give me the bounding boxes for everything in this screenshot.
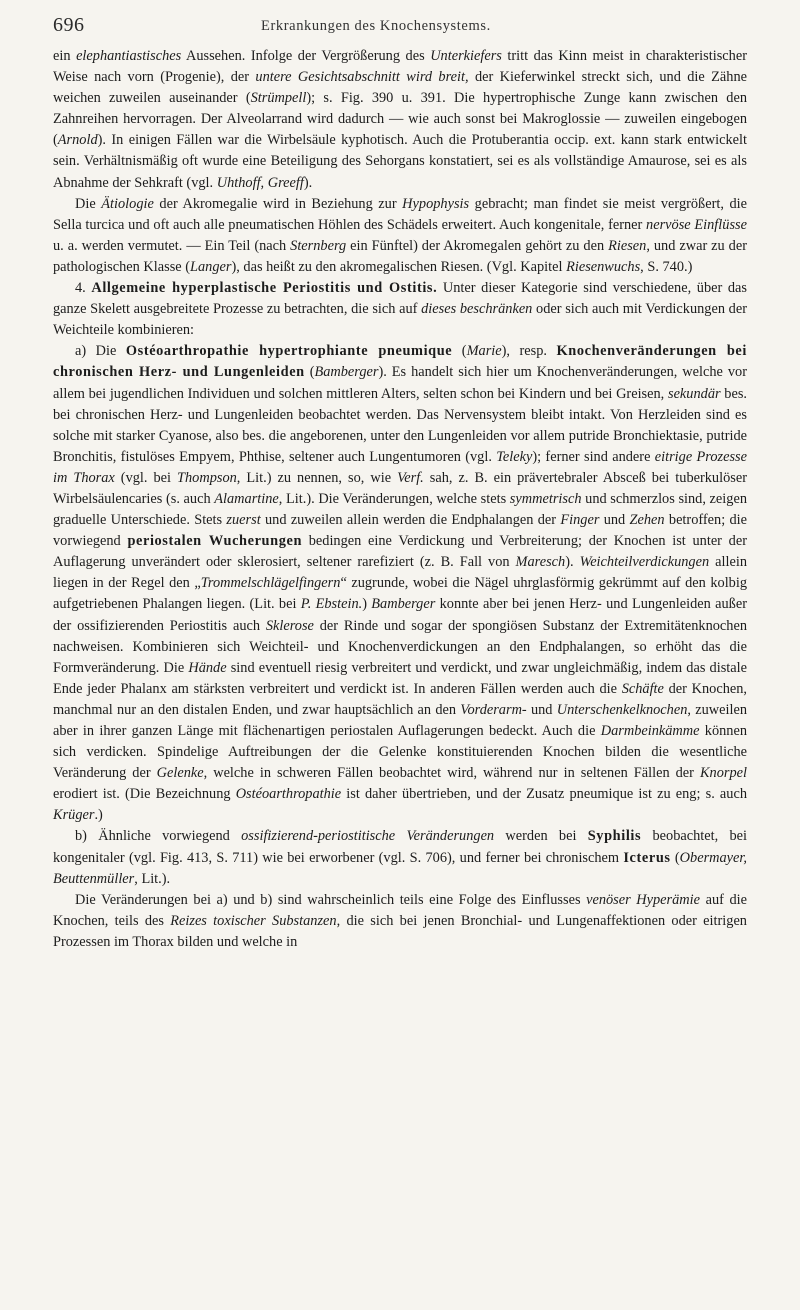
italic-term: Zehen bbox=[629, 512, 665, 529]
italic-term: Arnold bbox=[57, 132, 98, 149]
text-run: ein Fünftel) der Akromegalen gehört zu den bbox=[346, 237, 609, 254]
text-run: .) bbox=[94, 807, 103, 824]
italic-term: Marie bbox=[466, 343, 502, 360]
italic-term: Sklerose bbox=[265, 617, 314, 634]
italic-term: Vorderarm- bbox=[460, 701, 527, 718]
italic-term: sekundär bbox=[667, 385, 721, 402]
text-run: a) Die bbox=[75, 343, 126, 360]
text-run: ). bbox=[565, 554, 580, 571]
paragraph-aetiologie bbox=[53, 194, 747, 278]
text-run: Unter dieser Kategorie sind verschiedene, über das ganze Skelett ausgebreitete Prozesse zu betrachten, die sich auf bbox=[53, 280, 747, 318]
text-run: , S. 740.) bbox=[640, 258, 693, 275]
text-run: ); s. Fig. 390 u. 391. Die hypertrophische Zunge kann zwischen den Zahnreihen hervorragen. Der Alveolarrand wird dadurch — wie auch sonst bei Makroglossie — zuweilen eingebogen ( bbox=[53, 90, 747, 149]
italic-term: Hypophysis bbox=[402, 195, 470, 212]
text-run: ), resp. bbox=[501, 343, 557, 360]
text-run: der Akromegalie wird in Beziehung zur bbox=[153, 195, 403, 212]
italic-term: zuerst bbox=[226, 512, 261, 529]
italic-term: ossifizierend-periostitische Veränderungen bbox=[241, 828, 495, 845]
text-run: ). In einigen Fällen war die Wirbelsäule kyphotisch. Auch die Protuberantia occip. ext. kann stark entwickelt sein. Verhältnismäßig oft wurde eine Beteiligung des Sehorgans konstatiert, sei es als vollständige Amaurose, sei es als Abnahme der Sehkraft (vgl. bbox=[53, 132, 747, 191]
italic-term: venöser Hyperämie bbox=[586, 891, 701, 908]
text-run: “ zugrunde, wobei die Nägel uhrglasförmig gekrümmt auf den kolbig aufgetriebenen Phalangen liegen. (Lit. bei bbox=[53, 575, 748, 613]
bold-term: Icterus bbox=[623, 849, 671, 866]
italic-term: Hände bbox=[188, 659, 227, 676]
text-run: bedingen eine Verdickung und Verbreiterung; der Knochen ist unter der Auflagerung unverändert oder sklerosiert, seltener rarefiziert (z. B. Fall von bbox=[53, 533, 747, 571]
italic-term: elephantiastisches bbox=[76, 48, 182, 64]
text-run: der Kieferwinkel streckt sich, und die Zähne weichen zuweilen auseinander ( bbox=[53, 69, 747, 107]
italic-term: Teleky bbox=[496, 448, 533, 465]
italic-term: Unterschenkelknochen bbox=[556, 701, 688, 718]
text-run: können sich verdicken. Spindelige Auftreibungen der die Gelenke konstituierenden Knochen bilden die wesentliche Veränderung der bbox=[53, 723, 747, 782]
bold-term: periostalen Wucherungen bbox=[127, 533, 303, 550]
text-run: Die Veränderungen bei a) und b) sind wahrscheinlich teils eine Folge des Einflusses bbox=[75, 891, 587, 908]
page-header bbox=[53, 14, 747, 44]
italic-term: Trommelschlägelfingern bbox=[200, 575, 341, 592]
text-run: tritt das Kinn meist in charakteristischer Weise nach vorn (Progenie), der bbox=[53, 48, 747, 86]
italic-term: symmetrisch bbox=[509, 490, 582, 507]
text-run: oder sich auch mit Verdickungen der Weichteile kombinieren: bbox=[53, 301, 747, 339]
text-run: und bbox=[526, 701, 557, 718]
italic-term: Unterkiefers bbox=[430, 48, 502, 64]
italic-term: Bamberger bbox=[314, 364, 379, 381]
text-run: , zuweilen aber in ihrer ganzen Länge mit flächenartigen periostalen Auflagerungen bedeckt. Auch die bbox=[53, 701, 747, 739]
italic-term: Strümpell bbox=[250, 90, 307, 107]
italic-term: P. Ebstein. bbox=[300, 596, 363, 613]
text-run: allein liegen in der Regel den „ bbox=[53, 554, 747, 592]
italic-term: Ätiologie bbox=[101, 195, 154, 212]
text-run: betroffen; die vorwiegend bbox=[53, 512, 748, 550]
italic-term: Bamberger bbox=[371, 596, 436, 613]
running-title: Erkrankungen des Knochensystems. bbox=[261, 18, 491, 34]
text-run: ist daher übertrieben, und der Zusatz pneumique ist zu eng; s. auch bbox=[341, 786, 747, 803]
text-run: ein bbox=[53, 48, 77, 64]
paragraph-elephantiasis bbox=[53, 46, 747, 194]
italic-term: Gelenke bbox=[156, 765, 204, 782]
paragraph-osteoarthropathie bbox=[53, 341, 747, 826]
text-run: , Lit.). Die Veränderungen, welche stets bbox=[278, 490, 510, 507]
text-run: werden bei bbox=[494, 828, 588, 845]
italic-term: Thompson bbox=[177, 469, 237, 486]
text-run: , welche in schweren Fällen beobachtet wird, während nur in seltenen Fällen der bbox=[203, 765, 700, 782]
text-run: der Rinde und sogar der spongiösen Substanz der Extremitätenknochen nachweisen. Kombinieren sich Weichteil- und Knochenverdickungen an den Endphalangen, so erhöht das die Formveränderung. Die bbox=[53, 617, 747, 676]
text-run: der Knochen, manchmal nur an den distalen Enden, und zwar hauptsächlich an den bbox=[53, 680, 747, 718]
bold-term: Knochenveränderungen bei chronischen Herz- und Lungenleiden bbox=[53, 343, 747, 381]
text-run: bes. bei chronischen Herz- und Lungenleiden beobachtet werden. Das Nervensystem bleibt intakt. Von Herzleiden sind es solche mit starker Cyanose, also bes. die angeborenen, unter den Lungenleiden vor allem putride Bronchiektasie, putride Bronchitis, fistulöses Empyem, Phthise, seltener auch Lungentumoren (vgl. bbox=[53, 385, 747, 465]
text-run: , Lit.) zu nennen, so, wie bbox=[236, 469, 398, 486]
italic-term: Weichteilverdickungen bbox=[579, 554, 710, 571]
bold-term: Ostéoarthropathie hypertrophiante pneumique bbox=[125, 343, 453, 360]
italic-term: Darmbeinkämme bbox=[600, 723, 700, 739]
italic-term: Verf. bbox=[397, 469, 424, 486]
paragraph-veraenderungen bbox=[53, 890, 747, 953]
text-run: , und zwar zu der pathologischen Klasse ( bbox=[53, 237, 747, 275]
bold-term: Syphilis bbox=[587, 828, 642, 845]
text-run: und bbox=[599, 512, 630, 529]
italic-term: Knorpel bbox=[699, 765, 747, 782]
italic-term: Maresch bbox=[515, 554, 566, 571]
text-run: ), das heißt zu den akromegalischen Riesen. (Vgl. Kapitel bbox=[231, 258, 567, 275]
text-run: ). bbox=[303, 174, 313, 191]
italic-term: untere Gesichtsabschnitt wird breit, bbox=[255, 69, 469, 86]
italic-term: Riesenwuchs bbox=[566, 258, 641, 275]
text-run: u. a. werden vermutet. — Ein Teil (nach bbox=[53, 237, 291, 254]
italic-term: eitrige Prozesse im Thorax bbox=[53, 448, 747, 486]
italic-term: Langer bbox=[190, 258, 232, 275]
page-number: 696 bbox=[53, 14, 85, 36]
italic-term: Krüger bbox=[53, 807, 95, 824]
text-run: b) Ähnliche vorwiegend bbox=[75, 828, 242, 845]
text-run: Aussehen. Infolge der Vergrößerung des bbox=[181, 48, 431, 64]
text-run: und schmerzlos sind, zeigen graduelle Unterschiede. Stets bbox=[53, 490, 747, 529]
text-run: erodiert ist. (Die Bezeichnung bbox=[53, 786, 236, 803]
italic-term: Reizes toxischer Substanzen bbox=[170, 912, 337, 929]
text-run: gebracht; man findet sie meist vergrößert, die Sella turcica und oft auch alle pneumatischen Höhlen des Schädels erweitert. Auch kongenitale, ferner bbox=[53, 195, 748, 233]
text-run: ) bbox=[362, 596, 372, 613]
text-run: ); ferner sind andere bbox=[532, 448, 655, 465]
italic-term: Ostéoarthropathie bbox=[235, 786, 342, 803]
italic-term: Uhthoff, Greeff bbox=[216, 174, 304, 191]
italic-term: Alamartine bbox=[214, 490, 279, 507]
text-run: und zuweilen allein werden die Endphalangen der bbox=[260, 512, 561, 529]
text-run: ( bbox=[452, 343, 467, 360]
text-run: beobachtet, bei kongenitaler (vgl. Fig. 413, S. 711) wie bei erworbener (vgl. S. 706), und ferner bei chronischem bbox=[53, 828, 748, 866]
body-text bbox=[53, 46, 747, 953]
text-run: ). Es handelt sich hier um Knochenveränderungen, welche vor allem bei jugendlichen Individuen und solchen mittleren Alters, selten schon bei Kindern und bei Greisen, bbox=[53, 364, 747, 402]
italic-term: Riesen bbox=[608, 237, 647, 254]
text-run: Die bbox=[75, 195, 102, 212]
text-run: ( bbox=[670, 849, 680, 866]
text-run: (vgl. bei bbox=[114, 469, 178, 486]
text-run: ( bbox=[304, 364, 315, 381]
italic-term: dieses beschränken bbox=[421, 301, 533, 318]
text-run: , Lit.). bbox=[134, 870, 171, 887]
italic-term: Schäfte bbox=[621, 680, 664, 697]
bold-term: Allgemeine hyperplastische Periostitis und Ostitis. bbox=[91, 280, 438, 297]
italic-term: Sternberg bbox=[290, 237, 347, 254]
text-run: sah, z. B. ein prävertebraler Absceß bei tuberkulöser Wirbelsäulencaries (s. auch bbox=[53, 469, 747, 507]
paragraph-syphilis bbox=[53, 826, 747, 889]
paragraph-periostitis-heading bbox=[53, 278, 747, 341]
italic-term: Obermayer, Beuttenmüller bbox=[53, 849, 747, 887]
text-run: auf die Knochen, teils des bbox=[53, 891, 747, 929]
text-run: 4. bbox=[75, 280, 92, 297]
italic-term: Finger bbox=[560, 512, 600, 529]
text-run: konnte aber bei jenen Herz- und Lungenleiden außer der ossifizierenden Periostitis auch bbox=[53, 596, 747, 634]
text-run: , die sich bei jenen Bronchial- und Lungenaffektionen oder eitrigen Prozessen im Thorax bilden und welche in bbox=[53, 912, 747, 950]
text-run: sind eventuell riesig verbreitert und verdickt, und zwar ungleichmäßig, indem das distale Ende jeder Phalanx am stärksten verbreitert und verdickt ist. In anderen Fällen werden auch die bbox=[53, 659, 747, 697]
italic-term: nervöse Einflüsse bbox=[646, 216, 747, 233]
